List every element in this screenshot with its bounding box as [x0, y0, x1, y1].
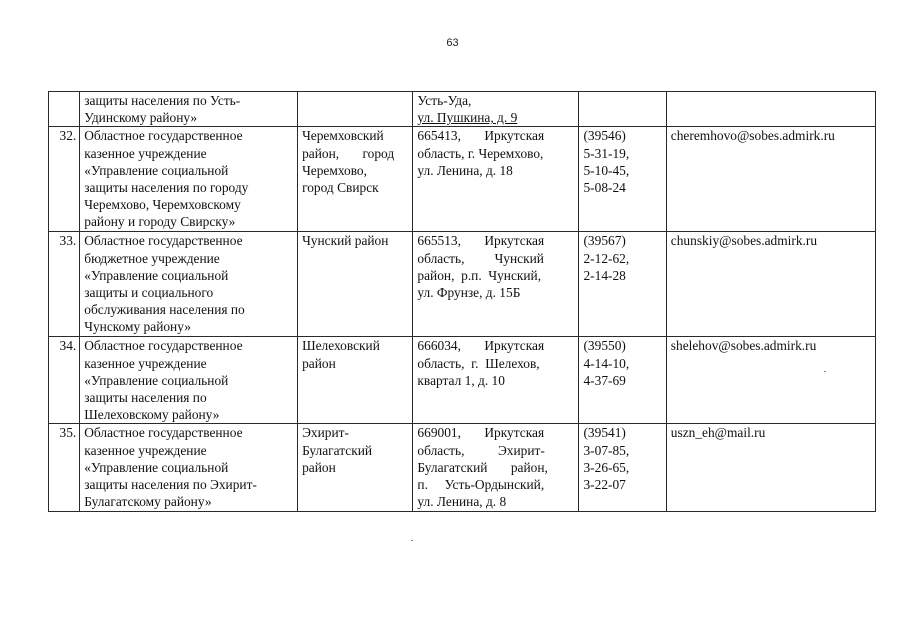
institution-line: Областное государственное: [84, 233, 243, 249]
phone-line: 5-31-19,: [583, 145, 630, 161]
address-line: область, Эхирит-: [417, 442, 545, 458]
institution-line: району и городу Свирску»: [84, 214, 236, 230]
phone-cell: [579, 424, 666, 512]
institution-cell: [80, 424, 298, 512]
row-number-cell: 35.: [49, 424, 80, 512]
institution-line: защиты населения по Усть-: [84, 93, 241, 108]
district-line: Булагатский: [302, 442, 373, 458]
district-cell: [298, 127, 413, 232]
row-number-cell: 33.: [49, 232, 80, 337]
address-line: 666034, Иркутская: [417, 338, 545, 354]
address-line: 665413, Иркутская: [417, 128, 545, 144]
phone-line: 5-10-45,: [583, 162, 630, 178]
institution-line: Черемхово, Черемховскому: [84, 197, 241, 213]
row-number-cell: [49, 92, 80, 127]
institution-line: «Управление социальной: [84, 459, 229, 475]
institution-cell: [80, 232, 298, 337]
phone-line: 3-22-07: [583, 477, 626, 493]
table-row: [49, 424, 876, 512]
phone-line: (39541): [583, 425, 626, 441]
address-line: Усть-Уда,: [417, 93, 472, 108]
phone-line: 3-07-85,: [583, 442, 630, 458]
address-line: квартал 1, д. 10: [417, 372, 505, 388]
phone-cell: [579, 337, 666, 424]
district-cell: [298, 232, 413, 337]
district-cell: [298, 337, 413, 424]
institution-line: казенное учреждение: [84, 355, 207, 371]
institution-line: Булагатскому району»: [84, 494, 212, 510]
scan-speck: [824, 371, 826, 372]
institution-line: защиты и социального: [84, 285, 214, 301]
institution-line: Областное государственное: [84, 338, 243, 354]
table-row: [49, 127, 876, 232]
institution-cell: [80, 92, 298, 127]
institution-line: казенное учреждение: [84, 145, 207, 161]
institution-line: обслуживания населения по: [84, 302, 245, 318]
institution-line: «Управление социальной: [84, 162, 229, 178]
institution-line: «Управление социальной: [84, 267, 229, 283]
address-line: область, г. Черемхово,: [417, 145, 544, 161]
institution-line: защиты населения по городу: [84, 180, 249, 196]
institution-line: Чунскому району»: [84, 319, 191, 335]
district-cell: [298, 92, 413, 127]
institution-line: бюджетное учреждение: [84, 250, 220, 266]
institution-cell: [80, 127, 298, 232]
email-cell: cheremhovo@sobes.admirk.ru: [666, 127, 875, 232]
address-line: Булагатский район,: [417, 459, 548, 475]
phone-line: 3-26-65,: [583, 459, 630, 475]
institution-line: Областное государственное: [84, 425, 243, 441]
address-line: 669001, Иркутская: [417, 425, 545, 441]
phone-line: (39550): [583, 338, 626, 354]
phone-cell: [579, 92, 666, 127]
address-cell: [413, 424, 579, 512]
address-line: область, г. Шелехов,: [417, 355, 540, 371]
institution-line: защиты населения по Эхирит-: [84, 477, 257, 493]
address-cell: [413, 232, 579, 337]
district-line: Чунский район: [302, 233, 389, 249]
phone-line: 2-14-28: [583, 267, 626, 283]
phone-line: 4-37-69: [583, 372, 626, 388]
address-cell: [413, 337, 579, 424]
address-cell: [413, 127, 579, 232]
phone-line: 4-14-10,: [583, 355, 630, 371]
district-line: Шелеховский: [302, 338, 380, 354]
address-line: 665513, Иркутская: [417, 233, 545, 249]
district-line: Эхирит-: [302, 425, 349, 441]
row-number-cell: 34.: [49, 337, 80, 424]
address-line: ул. Ленина, д. 18: [417, 162, 513, 178]
institution-cell: [80, 337, 298, 424]
district-line: Черемхово,: [302, 162, 367, 178]
institution-line: «Управление социальной: [84, 372, 229, 388]
institution-line: защиты населения по: [84, 390, 207, 406]
address-line: ул. Пушкина, д. 9: [417, 110, 518, 126]
table-row: [49, 232, 876, 337]
institution-line: Шелеховскому району»: [84, 407, 220, 423]
district-line: город Свирск: [302, 180, 379, 196]
phone-cell: [579, 127, 666, 232]
email-cell: uszn_eh@mail.ru: [666, 424, 875, 512]
address-cell: [413, 92, 579, 127]
table-row: [49, 92, 876, 127]
district-line: район: [302, 355, 336, 371]
address-line: п. Усть-Ордынский,: [417, 477, 545, 493]
table-row: [49, 337, 876, 424]
address-line: район, р.п. Чунский,: [417, 267, 542, 283]
address-line: область, Чунский: [417, 250, 544, 266]
phone-line: (39567): [583, 233, 626, 249]
phone-line: 2-12-62,: [583, 250, 630, 266]
address-line: ул. Ленина, д. 8: [417, 494, 507, 510]
institution-line: Областное государственное: [84, 128, 243, 144]
email-cell: chunskiy@sobes.admirk.ru: [666, 232, 875, 337]
phone-line: (39546): [583, 128, 626, 144]
phone-cell: [579, 232, 666, 337]
email-cell: shelehov@sobes.admirk.ru: [666, 337, 875, 424]
institution-line: казенное учреждение: [84, 442, 207, 458]
institution-line: Удинскому району»: [84, 110, 198, 126]
institutions-table: [48, 91, 876, 512]
district-line: район: [302, 459, 336, 475]
scan-speck: [411, 540, 413, 541]
table-body: [49, 92, 876, 512]
phone-line: 5-08-24: [583, 180, 626, 196]
address-line: ул. Фрунзе, д. 15Б: [417, 285, 521, 301]
district-cell: [298, 424, 413, 512]
row-number-cell: 32.: [49, 127, 80, 232]
district-line: Черемховский: [302, 128, 384, 144]
page-number: 63: [446, 37, 459, 49]
district-line: район, город: [302, 145, 395, 161]
email-cell: [666, 92, 875, 127]
